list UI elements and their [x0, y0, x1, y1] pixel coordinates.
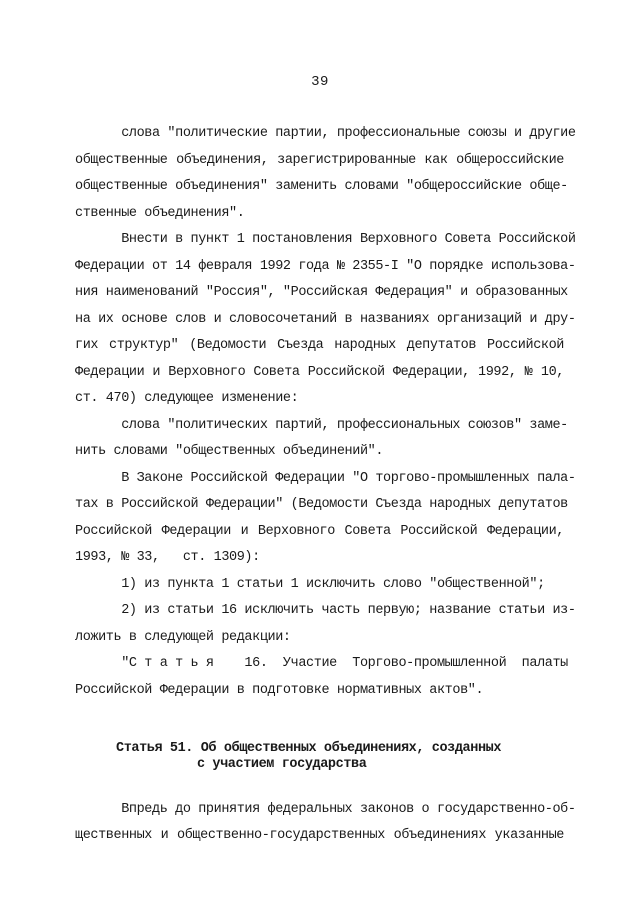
- text-line: 2) из статьи 16 исключить часть первую; название статьи из-: [75, 603, 576, 618]
- text-line: слова "политических партий, профессиональных союзов" заме-: [75, 418, 568, 433]
- text-line: нить словами "общественных объединений".: [75, 444, 384, 459]
- text-line: тах в Российской Федерации" (Ведомости Съезда народных депутатов: [75, 497, 568, 512]
- text-line: слова "политические партии, профессиональные союзы и другие: [75, 126, 576, 141]
- article-heading-line-2: с участием государства: [197, 757, 367, 772]
- text-line: ния наименований "Россия", "Российская Федерация" и образованных: [75, 285, 568, 300]
- text-line: Внести в пункт 1 постановления Верховного Совета Российской: [75, 232, 576, 247]
- text-line: 1) из пункта 1 статьи 1 исключить слово "общественной";: [75, 577, 545, 592]
- text-line: щественных и общественно-государственных объединениях указанные: [75, 828, 564, 843]
- text-line: общественные объединения, зарегистрированные как общероссийские: [75, 153, 564, 168]
- text-line: В Законе Российской Федерации "О торгово-промышленных пала-: [75, 471, 576, 486]
- text-line: Впредь до принятия федеральных законов о государственно-об-: [75, 802, 576, 817]
- text-line: ст. 470) следующее изменение:: [75, 391, 299, 406]
- text-line: Российской Федерации и Верховного Совета Российской Федерации,: [75, 524, 564, 539]
- text-line: общественные объединения" заменить словами "общероссийские обще-: [75, 179, 568, 194]
- text-line: Федерации и Верховного Совета Российской Федерации, 1992, № 10,: [75, 365, 564, 380]
- text-line: Федерации от 14 февраля 1992 года № 2355-I "О порядке использова-: [75, 259, 576, 274]
- text-line: на их основе слов и словосочетаний в названиях организаций и дру-: [75, 312, 576, 327]
- text-line: Российской Федерации в подготовке нормативных актов".: [75, 683, 484, 698]
- text-line: 1993, № 33, ст. 1309):: [75, 550, 260, 565]
- text-line: гих структур" (Ведомости Съезда народных депутатов Российской: [75, 338, 564, 353]
- text-line: "С т а т ь я 16. Участие Торгово-промышленной палаты: [75, 656, 568, 671]
- text-line: ложить в следующей редакции:: [75, 630, 291, 645]
- article-heading-line-1: Статья 51. Об общественных объединениях, созданных: [116, 741, 502, 756]
- text-line: ственные объединения".: [75, 206, 245, 221]
- page-number: 39: [311, 74, 329, 90]
